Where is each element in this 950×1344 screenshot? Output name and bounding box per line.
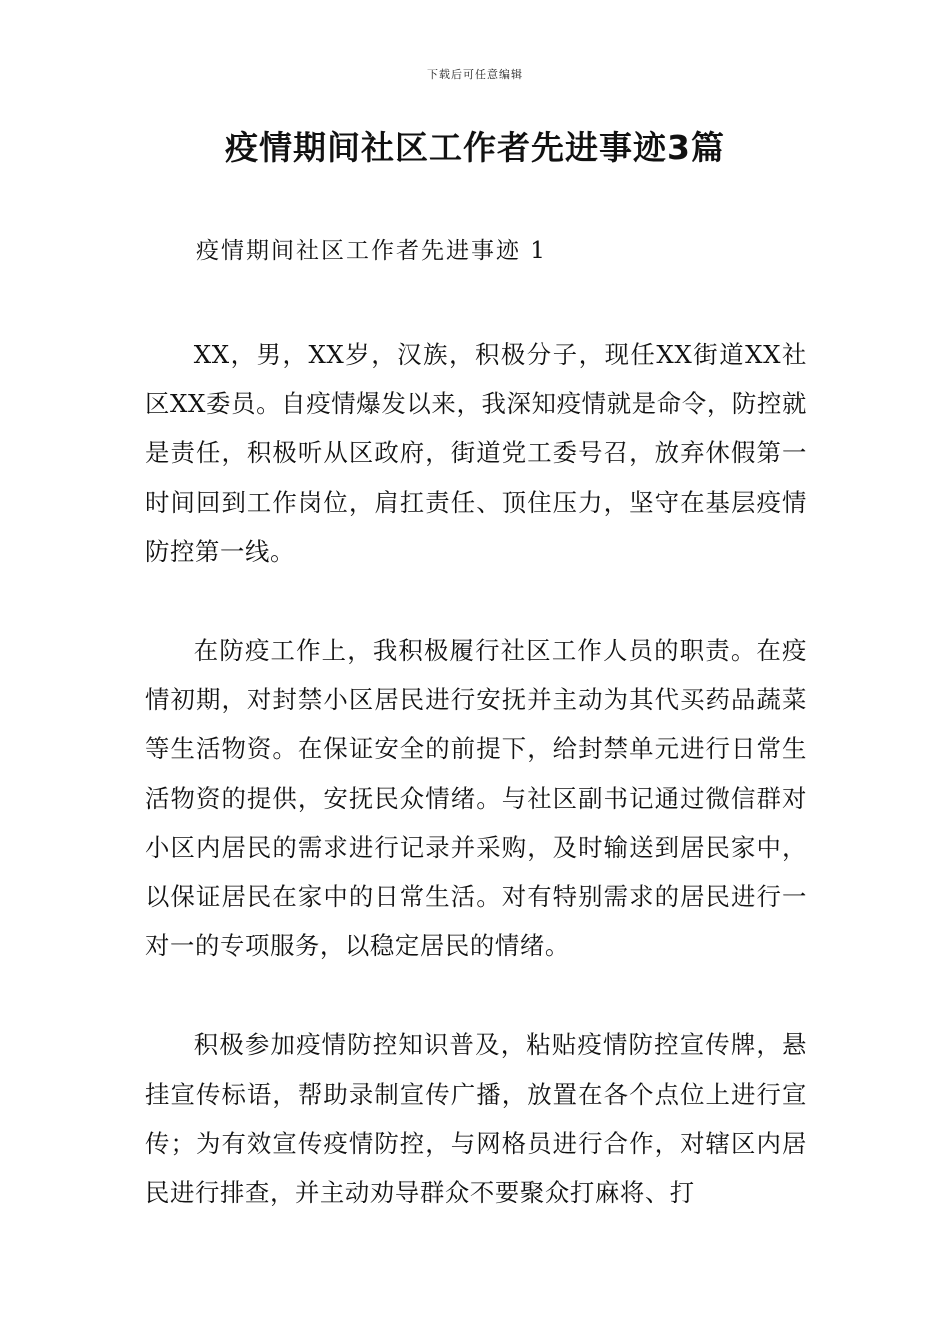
header-note: 下载后可任意编辑	[427, 68, 523, 81]
paragraph-1: XX，男，XX岁，汉族，积极分子，现任XX街道XX社区XX委员。自疫情爆发以来，我深知疫情就是命令，防控就是责任，积极听从区政府，街道党工委号召，放弃休假第一时间回到工作岗位，肩扛责任、顶住压力，坚守在基层疫情防控第一线。	[145, 340, 807, 566]
document-title: 疫情期间社区工作者先进事迹3篇	[225, 128, 725, 167]
paragraph-2: 在防疫工作上，我积极履行社区工作人员的职责。在疫情初期，对封禁小区居民进行安抚并主动为其代买药品蔬菜等生活物资。在保证安全的前提下，给封禁单元进行日常生活物资的提供，安抚民众情绪。与社区副书记通过微信群对小区内居民的需求进行记录并采购，及时输送到居民家中，以保证居民在家中的日常生活。对有特别需求的居民进行一对一的专项服务，以稳定居民的情绪。	[145, 636, 807, 961]
document-body	[145, 330, 807, 1267]
paragraph-3: 积极参加疫情防控知识普及，粘贴疫情防控宣传牌，悬挂宣传标语，帮助录制宣传广播，放置在各个点位上进行宣传；为有效宣传疫情防控，与网格员进行合作，对辖区内居民进行排查，并主动劝导群众不要聚众打麻将、打	[145, 1030, 807, 1208]
section-heading: 疫情期间社区工作者先进事迹 1	[196, 238, 547, 264]
